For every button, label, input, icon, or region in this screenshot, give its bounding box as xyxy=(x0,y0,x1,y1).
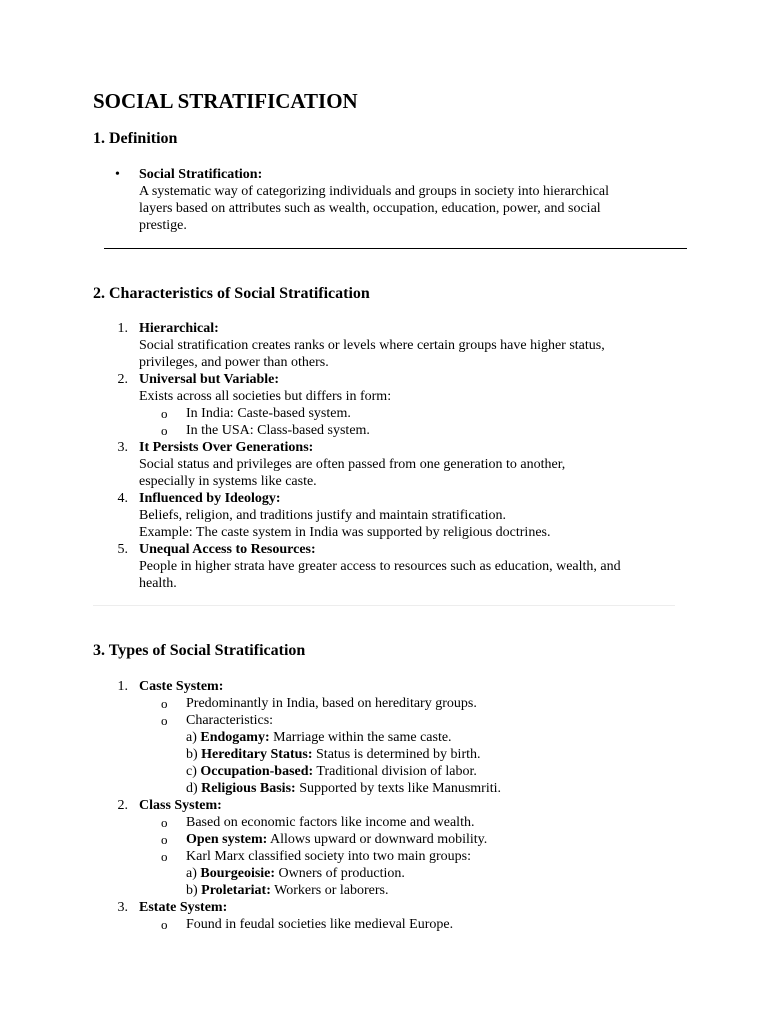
item-text-line: health. xyxy=(139,576,177,591)
section-heading-characteristics: 2. Characteristics of Social Stratification xyxy=(93,285,370,302)
point-term: Occupation-based: xyxy=(200,764,314,779)
circle-bullet-icon: o xyxy=(161,696,168,711)
item-term: Unequal Access to Resources: xyxy=(139,542,316,557)
item-text-line: prestige. xyxy=(139,218,187,233)
point-text: Owners of production. xyxy=(275,866,405,881)
item-number: 4. xyxy=(117,491,128,506)
point-text: Status is determined by birth. xyxy=(312,747,481,762)
item-term: Estate System: xyxy=(139,900,228,915)
circle-bullet-icon: o xyxy=(161,423,168,438)
item-term: Social Stratification: xyxy=(139,167,263,182)
circle-bullet-icon: o xyxy=(161,713,168,728)
list-item-estate xyxy=(93,899,683,933)
sub-item xyxy=(139,831,683,848)
sub-item xyxy=(139,422,683,439)
item-term: Caste System: xyxy=(139,679,224,694)
point-label: d) xyxy=(186,781,202,796)
sub-item-text: Allows upward or downward mobility. xyxy=(267,832,488,847)
item-number: 5. xyxy=(117,542,128,557)
list-item xyxy=(93,320,683,371)
list-item xyxy=(93,490,683,541)
circle-bullet-icon: o xyxy=(161,406,168,421)
sub-item xyxy=(139,405,683,422)
item-number: 1. xyxy=(117,679,128,694)
document-title: SOCIAL STRATIFICATION xyxy=(93,89,358,113)
circle-bullet-icon: o xyxy=(161,849,168,864)
point-label: a) xyxy=(186,866,201,881)
item-text-line: privileges, and power than others. xyxy=(139,355,329,370)
section-heading-definition: 1. Definition xyxy=(93,130,178,147)
list-item xyxy=(93,439,683,490)
point-text: Marriage within the same caste. xyxy=(269,730,452,745)
point-term: Proletariat: xyxy=(201,883,271,898)
item-text-line: especially in systems like caste. xyxy=(139,474,317,489)
point-term: Hereditary Status: xyxy=(201,747,313,762)
sub-item xyxy=(139,848,683,899)
sub-point xyxy=(186,763,683,780)
sub-item xyxy=(139,712,683,797)
point-label: c) xyxy=(186,764,201,779)
characteristics-list xyxy=(93,320,683,592)
list-item xyxy=(93,541,683,592)
sub-point xyxy=(186,746,683,763)
sub-point xyxy=(186,865,683,882)
sub-item xyxy=(139,916,683,933)
point-term: Religious Basis: xyxy=(201,781,296,796)
item-text-line: Social status and privileges are often passed from one generation to another, xyxy=(139,457,566,472)
item-text-line: A systematic way of categorizing individuals and groups in society into hierarchical xyxy=(139,184,610,199)
item-text-line: layers based on attributes such as wealth, occupation, education, power, and social xyxy=(139,201,601,216)
bullet-icon: • xyxy=(115,167,120,182)
sub-item-term: Open system: xyxy=(186,832,268,847)
sub-item-text: Karl Marx classified society into two main groups: xyxy=(186,849,471,864)
point-text: Supported by texts like Manusmriti. xyxy=(295,781,502,796)
point-text: Traditional division of labor. xyxy=(313,764,477,779)
point-text: Workers or laborers. xyxy=(270,883,389,898)
item-term: Universal but Variable: xyxy=(139,372,280,387)
point-label: b) xyxy=(186,883,202,898)
item-term: It Persists Over Generations: xyxy=(139,440,314,455)
list-item xyxy=(93,166,683,234)
circle-bullet-icon: o xyxy=(161,815,168,830)
sub-item-text: Found in feudal societies like medieval Europe. xyxy=(186,917,454,932)
sub-item-text: Predominantly in India, based on hereditary groups. xyxy=(186,696,477,711)
item-term: Hierarchical: xyxy=(139,321,219,336)
list-item xyxy=(93,371,683,439)
item-text-line: Social stratification creates ranks or levels where certain groups have higher status, xyxy=(139,338,605,353)
item-number: 2. xyxy=(117,372,128,387)
sub-item xyxy=(139,695,683,712)
sub-point xyxy=(186,882,683,899)
sub-item-text: In the USA: Class-based system. xyxy=(186,423,370,438)
item-term: Class System: xyxy=(139,798,222,813)
item-text-line: Example: The caste system in India was supported by religious doctrines. xyxy=(139,525,551,540)
types-list xyxy=(93,678,683,933)
sub-item-text: Characteristics: xyxy=(186,713,274,728)
item-number: 3. xyxy=(117,900,128,915)
sub-point xyxy=(186,729,683,746)
item-text-line: Exists across all societies but differs in form: xyxy=(139,389,392,404)
item-text-line: Beliefs, religion, and traditions justify and maintain stratification. xyxy=(139,508,507,523)
list-item-class xyxy=(93,797,683,899)
horizontal-rule-light xyxy=(93,605,675,606)
item-number: 3. xyxy=(117,440,128,455)
point-term: Bourgeoisie: xyxy=(200,866,276,881)
section-heading-types: 3. Types of Social Stratification xyxy=(93,642,306,659)
circle-bullet-icon: o xyxy=(161,917,168,932)
sub-item-text: Based on economic factors like income and wealth. xyxy=(186,815,475,830)
sub-item-text: In India: Caste-based system. xyxy=(186,406,351,421)
point-label: b) xyxy=(186,747,202,762)
definition-list xyxy=(93,166,683,234)
circle-bullet-icon: o xyxy=(161,832,168,847)
list-item-caste xyxy=(93,678,683,797)
item-number: 1. xyxy=(117,321,128,336)
item-term: Influenced by Ideology: xyxy=(139,491,281,506)
point-term: Endogamy: xyxy=(200,730,270,745)
point-label: a) xyxy=(186,730,201,745)
sub-item xyxy=(139,814,683,831)
sub-point xyxy=(186,780,683,797)
item-number: 2. xyxy=(117,798,128,813)
horizontal-rule xyxy=(104,248,687,249)
item-text-line: People in higher strata have greater access to resources such as education, wealth, and xyxy=(139,559,621,574)
